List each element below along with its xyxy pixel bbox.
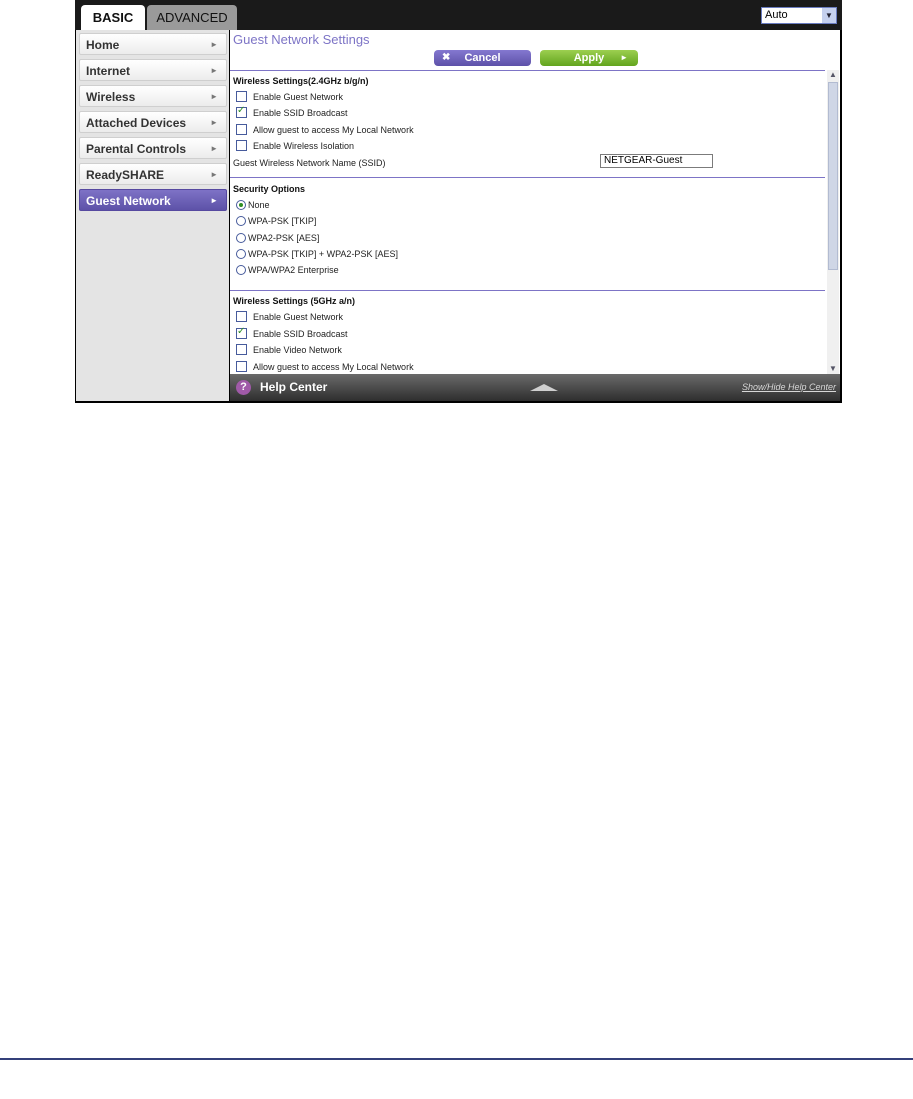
tab-basic[interactable]: BASIC — [81, 5, 145, 30]
sidebar-item-readyshare[interactable] — [79, 163, 227, 185]
scrollbar-thumb[interactable] — [828, 82, 838, 270]
ssid-broadcast-5-row — [236, 328, 348, 340]
language-select[interactable] — [761, 7, 837, 24]
checkbox-label: Enable SSID Broadcast — [253, 329, 348, 339]
scrollbar[interactable] — [827, 70, 839, 374]
sidebar — [76, 30, 229, 401]
close-icon: ✖ — [442, 52, 451, 63]
ssid-broadcast-24-checkbox[interactable] — [236, 107, 247, 118]
sidebar-item-label: ReadySHARE — [86, 168, 165, 182]
sidebar-item-label: Home — [86, 38, 120, 52]
radio-label: WPA2-PSK [AES] — [248, 233, 320, 243]
sidebar-item-attached-devices[interactable] — [79, 111, 227, 133]
apply-button[interactable] — [540, 50, 638, 66]
sidebar-item-label: Internet — [86, 64, 131, 78]
security-option-none — [236, 199, 270, 211]
chevron-right-icon: ► — [210, 66, 218, 75]
chevron-right-icon: ► — [210, 170, 218, 179]
video-5-row — [236, 344, 342, 356]
apply-label: Apply — [573, 52, 605, 64]
enable-guest-24-row — [236, 91, 343, 103]
radio-label: WPA-PSK [TKIP] — [248, 216, 317, 226]
security-option-mixed — [236, 248, 398, 260]
ssid-input[interactable] — [600, 154, 713, 168]
help-center-bar — [230, 374, 840, 401]
security-option-wpa-tkip — [236, 215, 316, 227]
cancel-label: Cancel — [464, 52, 501, 64]
allow-local-24-row — [236, 124, 414, 136]
sidebar-item-label: Guest Network — [86, 194, 171, 208]
router-admin-window — [75, 0, 842, 403]
chevron-right-icon: ► — [210, 144, 218, 153]
cancel-button[interactable] — [434, 50, 531, 66]
checkbox-label: Allow guest to access My Local Network — [253, 362, 414, 372]
divider — [230, 70, 825, 71]
chevron-right-icon: ► — [620, 53, 628, 62]
section-heading-wireless-5: Wireless Settings (5GHz a/n) — [233, 296, 355, 306]
sidebar-item-label: Parental Controls — [86, 142, 187, 156]
security-option-enterprise — [236, 264, 339, 276]
chevron-right-icon: ► — [210, 196, 218, 205]
help-icon: ? — [236, 380, 251, 395]
show-hide-help-link[interactable]: Show/Hide Help Center — [741, 382, 836, 392]
chevron-up-icon[interactable]: ▲ — [829, 70, 837, 79]
ssid-label: Guest Wireless Network Name (SSID) — [233, 158, 386, 168]
tab-advanced[interactable]: ADVANCED — [147, 5, 237, 30]
allow-local-5-checkbox[interactable] — [236, 361, 247, 372]
checkbox-label: Enable SSID Broadcast — [253, 108, 348, 118]
help-center-title: Help Center — [260, 380, 328, 394]
video-5-checkbox[interactable] — [236, 344, 247, 355]
chevron-right-icon: ► — [210, 40, 218, 49]
language-value: Auto — [765, 9, 788, 21]
section-heading-security: Security Options — [233, 184, 306, 194]
ssid-broadcast-5-checkbox[interactable] — [236, 328, 247, 339]
chevron-right-icon: ► — [210, 92, 218, 101]
sidebar-item-home[interactable] — [79, 33, 227, 55]
enable-guest-24-checkbox[interactable] — [236, 91, 247, 102]
enable-guest-5-checkbox[interactable] — [236, 311, 247, 322]
chevron-right-icon: ► — [210, 118, 218, 127]
sidebar-item-label: Attached Devices — [86, 116, 187, 130]
checkbox-label: Enable Guest Network — [253, 312, 344, 322]
divider — [230, 290, 825, 291]
radio-label: WPA-PSK [TKIP] + WPA2-PSK [AES] — [248, 249, 398, 259]
checkbox-label: Enable Video Network — [253, 345, 342, 355]
section-heading-wireless-24: Wireless Settings(2.4GHz b/g/n) — [233, 76, 369, 86]
chevron-down-icon[interactable]: ▼ — [829, 364, 837, 373]
sidebar-item-guest-network[interactable] — [79, 189, 227, 211]
security-enterprise-radio[interactable] — [236, 265, 246, 275]
sidebar-item-wireless[interactable] — [79, 85, 227, 107]
isolation-24-checkbox[interactable] — [236, 140, 247, 151]
checkbox-label: Enable Guest Network — [253, 92, 344, 102]
ssid-broadcast-24-row — [236, 107, 348, 119]
radio-label: None — [248, 200, 270, 210]
radio-label: WPA/WPA2 Enterprise — [248, 265, 339, 275]
page-footer-rule — [0, 1058, 913, 1060]
isolation-24-row — [236, 140, 354, 152]
sidebar-item-internet[interactable] — [79, 59, 227, 81]
security-wpa-tkip-radio[interactable] — [236, 216, 246, 226]
security-option-wpa2-aes — [236, 232, 319, 244]
checkbox-label: Enable Wireless Isolation — [253, 141, 355, 151]
security-none-radio[interactable] — [236, 200, 246, 210]
allow-local-24-checkbox[interactable] — [236, 124, 247, 135]
expand-arrow-icon[interactable] — [530, 384, 558, 391]
divider — [230, 177, 825, 178]
security-mixed-radio[interactable] — [236, 249, 246, 259]
security-wpa2-aes-radio[interactable] — [236, 233, 246, 243]
chevron-down-icon[interactable]: ▼ — [822, 8, 836, 23]
top-bar — [75, 0, 842, 30]
sidebar-item-label: Wireless — [86, 90, 136, 104]
enable-guest-5-row — [236, 311, 343, 323]
page-title: Guest Network Settings — [233, 32, 370, 47]
allow-local-5-row — [236, 361, 414, 373]
main-content — [230, 30, 840, 374]
checkbox-label: Allow guest to access My Local Network — [253, 125, 414, 135]
sidebar-item-parental-controls[interactable] — [79, 137, 227, 159]
